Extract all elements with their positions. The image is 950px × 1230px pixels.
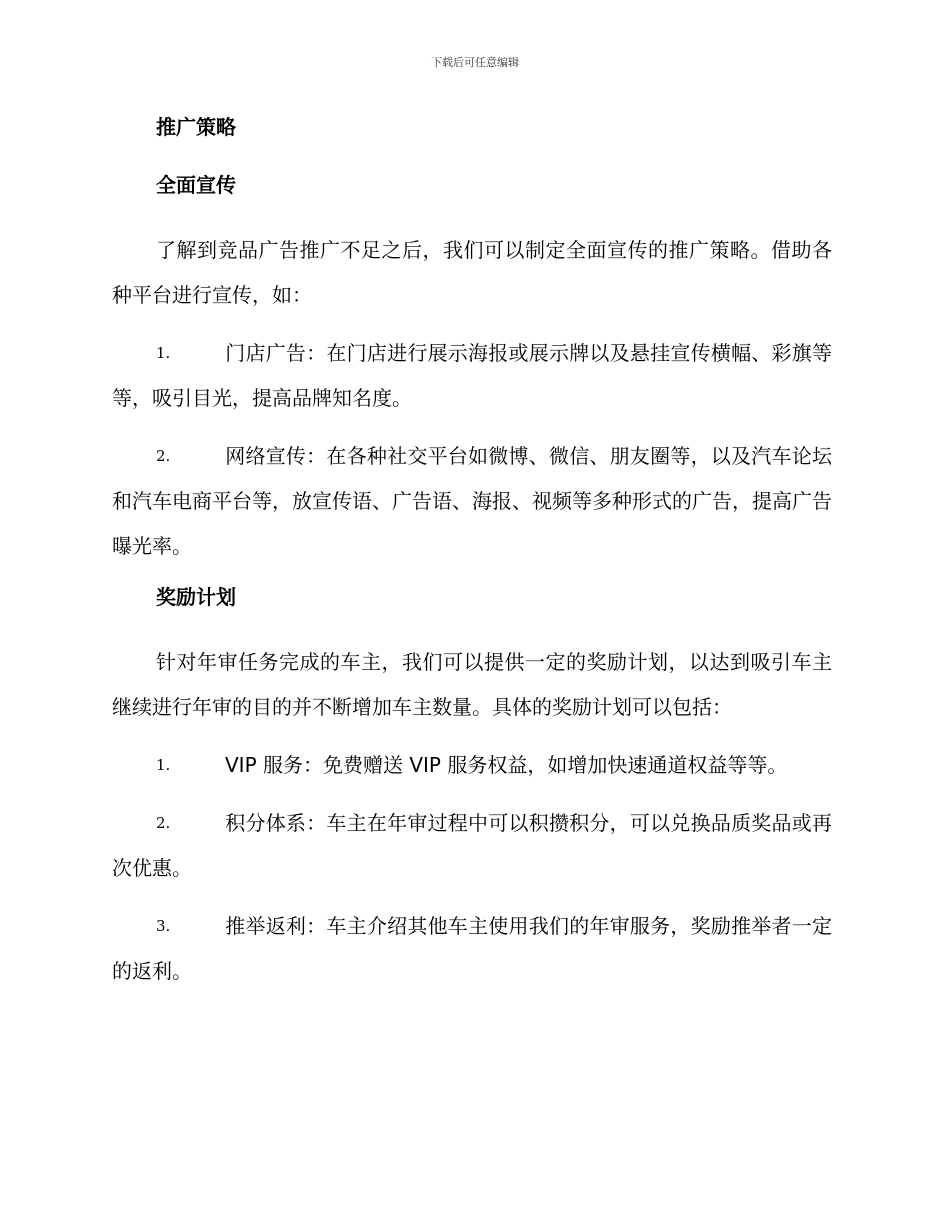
list-text: 推举返利：车主介绍其他车主使用我们的年审服务，奖励推举者一定的返利。 [112,914,832,983]
list-text: 网络宣传：在各种社交平台如微博、微信、朋友圈等，以及汽车论坛和汽车电商平台等，放宣传语、广告语、海报、视频等多种形式的广告，提高广告曝光率。 [112,444,832,558]
publicity-heading: 全面宣传 [156,173,236,197]
page-header-note: 下载后可任意编辑 [431,56,519,69]
publicity-intro: 了解到竞品广告推广不足之后，我们可以制定全面宣传的推广策略。借助各种平台进行宣传，如： [112,238,832,307]
list-item [112,904,832,994]
list-text: 门店广告：在门店进行展示海报或展示牌以及悬挂宣传横幅、彩旗等等，吸引目光，提高品牌知名度。 [112,341,832,410]
list-number: 2. [156,447,171,465]
list-number: 3. [156,917,171,935]
rewards-heading: 奖励计划 [156,585,236,609]
list-item [112,743,832,788]
document-body [112,112,832,1007]
list-text: 积分体系：车主在年审过程中可以积攒积分，可以兑换品质奖品或再次优惠。 [112,811,832,880]
list-number: 1. [156,344,171,362]
list-text: VIP 服务：免费赠送 VIP 服务权益，如增加快速通道权益等等。 [225,753,788,777]
list-item [112,434,832,569]
list-number: 2. [156,814,171,832]
list-item [112,801,832,891]
rewards-intro: 针对年审任务完成的车主，我们可以提供一定的奖励计划，以达到吸引车主继续进行年审的目的并不断增加车主数量。具体的奖励计划可以包括： [112,650,832,719]
list-number: 1. [156,756,171,774]
section-title: 推广策略 [156,115,236,139]
list-item [112,331,832,421]
